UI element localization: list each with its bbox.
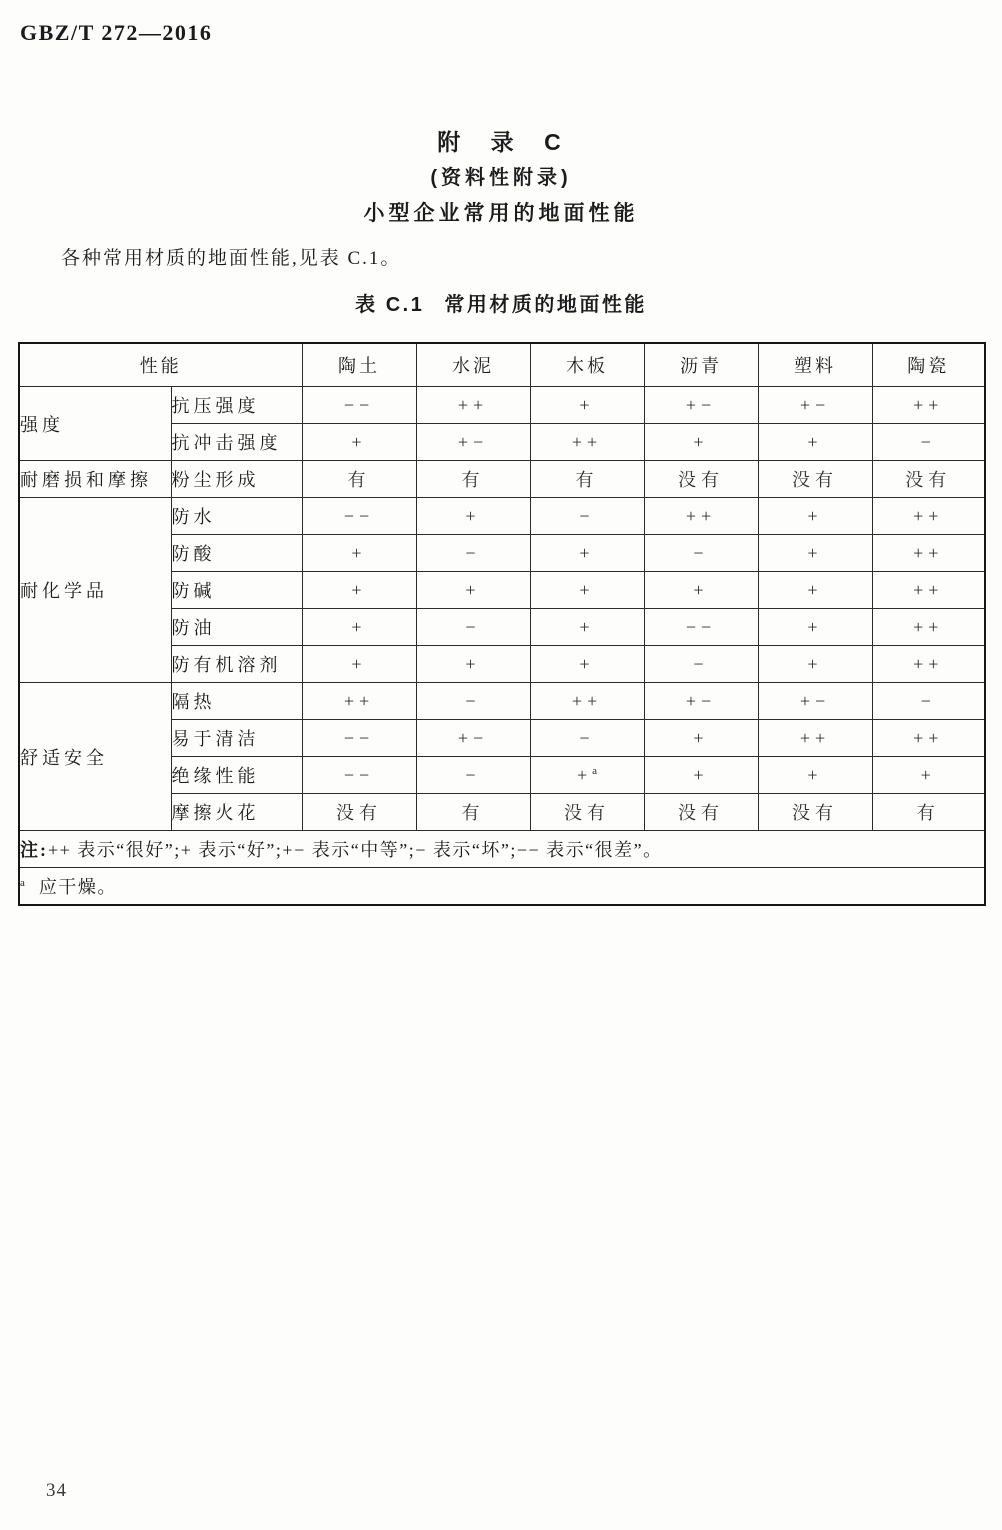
note-text: ++ 表示“很好”;+ 表示“好”;+− 表示“中等”;− 表示“坏”;−− 表示“很差”。 [48,840,663,860]
category-cell: 舒适安全 [19,683,171,831]
property-cell: 隔热 [171,683,302,720]
property-cell: 绝缘性能 [171,757,302,794]
property-cell: 防水 [171,498,302,535]
value-cell: 没有 [872,461,985,498]
value-cell: ++ [872,720,985,757]
appendix-subtitle: (资料性附录) [430,167,572,189]
value-cell: +− [416,720,530,757]
value-cell: 没有 [302,794,416,831]
value-cell: + [644,757,758,794]
value-cell: − [644,646,758,683]
value-cell: 没有 [758,794,872,831]
value-cell: + [758,646,872,683]
table-row [19,461,985,498]
value-cell: ++ [872,646,985,683]
value-cell: +− [644,387,758,424]
table-row [19,683,985,720]
property-cell: 摩擦火花 [171,794,302,831]
value-cell: −− [302,387,416,424]
value-cell: + [758,572,872,609]
value-cell: 没有 [644,461,758,498]
value-cell: + [302,646,416,683]
property-cell: 防碱 [171,572,302,609]
table-header-row [19,343,985,387]
header-property: 性能 [19,343,302,387]
value-cell: 没有 [758,461,872,498]
value-cell: − [530,498,644,535]
value-cell: − [644,535,758,572]
table-caption-label: 表 C.1 [355,294,425,316]
footnote-text: 应干燥。 [38,877,117,897]
value-cell: + [758,757,872,794]
table-caption [0,288,1002,317]
value-cell: + [302,424,416,461]
table-row [19,387,985,424]
property-cell: 防油 [171,609,302,646]
value-cell: ++ [872,572,985,609]
value-cell: + [758,498,872,535]
category-cell: 耐磨损和摩擦 [19,461,171,498]
value-cell: + [758,609,872,646]
note-cell [19,831,985,868]
value-cell: − [416,683,530,720]
value-cell: +− [758,683,872,720]
value-cell: + [302,572,416,609]
value-cell: ++ [530,683,644,720]
value-cell: + [530,387,644,424]
header-material-taotu: 陶土 [302,343,416,387]
footnote-row [19,868,985,906]
value-cell: + [416,646,530,683]
value-cell: + [758,535,872,572]
value-cell: ++ [302,683,416,720]
property-cell: 粉尘形成 [171,461,302,498]
value-cell: − [416,535,530,572]
value-cell: + [530,572,644,609]
value-cell: +$^a$ [530,757,644,794]
value-cell: +− [644,683,758,720]
value-cell: − [416,609,530,646]
value-cell: + [644,424,758,461]
property-cell: 防有机溶剂 [171,646,302,683]
value-cell: + [758,424,872,461]
appendix-heading: 小型企业常用的地面性能 [363,202,639,225]
property-cell: 防酸 [171,535,302,572]
value-cell: − [530,720,644,757]
value-cell: ++ [872,535,985,572]
property-cell: 抗冲击强度 [171,424,302,461]
value-cell: + [530,535,644,572]
table-row [19,498,985,535]
header-material-liqing: 沥青 [644,343,758,387]
value-cell: ++ [872,498,985,535]
value-cell: −− [302,757,416,794]
value-cell: + [416,572,530,609]
header-material-suliao: 塑料 [758,343,872,387]
standard-number: GBZ/T 272—2016 [20,20,213,45]
floor-performance-table [18,342,986,906]
header-material-shuini: 水泥 [416,343,530,387]
value-cell: 有 [872,794,985,831]
note-row [19,831,985,868]
value-cell: + [644,720,758,757]
value-cell: 没有 [530,794,644,831]
superscript-marker: a [592,764,598,777]
value-cell: − [416,757,530,794]
category-cell: 强度 [19,387,171,461]
value-cell: ++ [416,387,530,424]
value-cell: −− [302,720,416,757]
value-cell: + [530,646,644,683]
note-label: 注: [20,840,48,860]
value-cell: −− [302,498,416,535]
value-cell: − [872,424,985,461]
value-cell: 没有 [644,794,758,831]
value-cell: +− [416,424,530,461]
value-cell: + [530,609,644,646]
table-caption-title: 常用材质的地面性能 [444,294,647,316]
value-cell: ++ [530,424,644,461]
property-cell: 抗压强度 [171,387,302,424]
value-cell: 有 [530,461,644,498]
value-cell: + [416,498,530,535]
value-cell: ++ [872,387,985,424]
value-cell: 有 [416,461,530,498]
value-cell: ++ [644,498,758,535]
value-cell: + [644,572,758,609]
value-cell: 有 [416,794,530,831]
footnote-cell [19,868,985,906]
header-material-muban: 木板 [530,343,644,387]
value-cell: + [302,535,416,572]
property-cell: 易于清洁 [171,720,302,757]
value-cell: + [302,609,416,646]
value-cell: ++ [872,609,985,646]
value-cell: − [872,683,985,720]
value-cell: ++ [758,720,872,757]
value-cell: + [872,757,985,794]
header-material-taoci: 陶瓷 [872,343,985,387]
appendix-title: 附 录 C [437,129,565,155]
value-cell: +− [758,387,872,424]
intro-paragraph: 各种常用材质的地面性能,见表 C.1。 [61,248,402,269]
value-cell: 有 [302,461,416,498]
category-cell: 耐化学品 [19,498,171,683]
value-cell: −− [644,609,758,646]
footnote-marker: a [20,877,25,889]
page-number: 34 [46,1480,67,1501]
